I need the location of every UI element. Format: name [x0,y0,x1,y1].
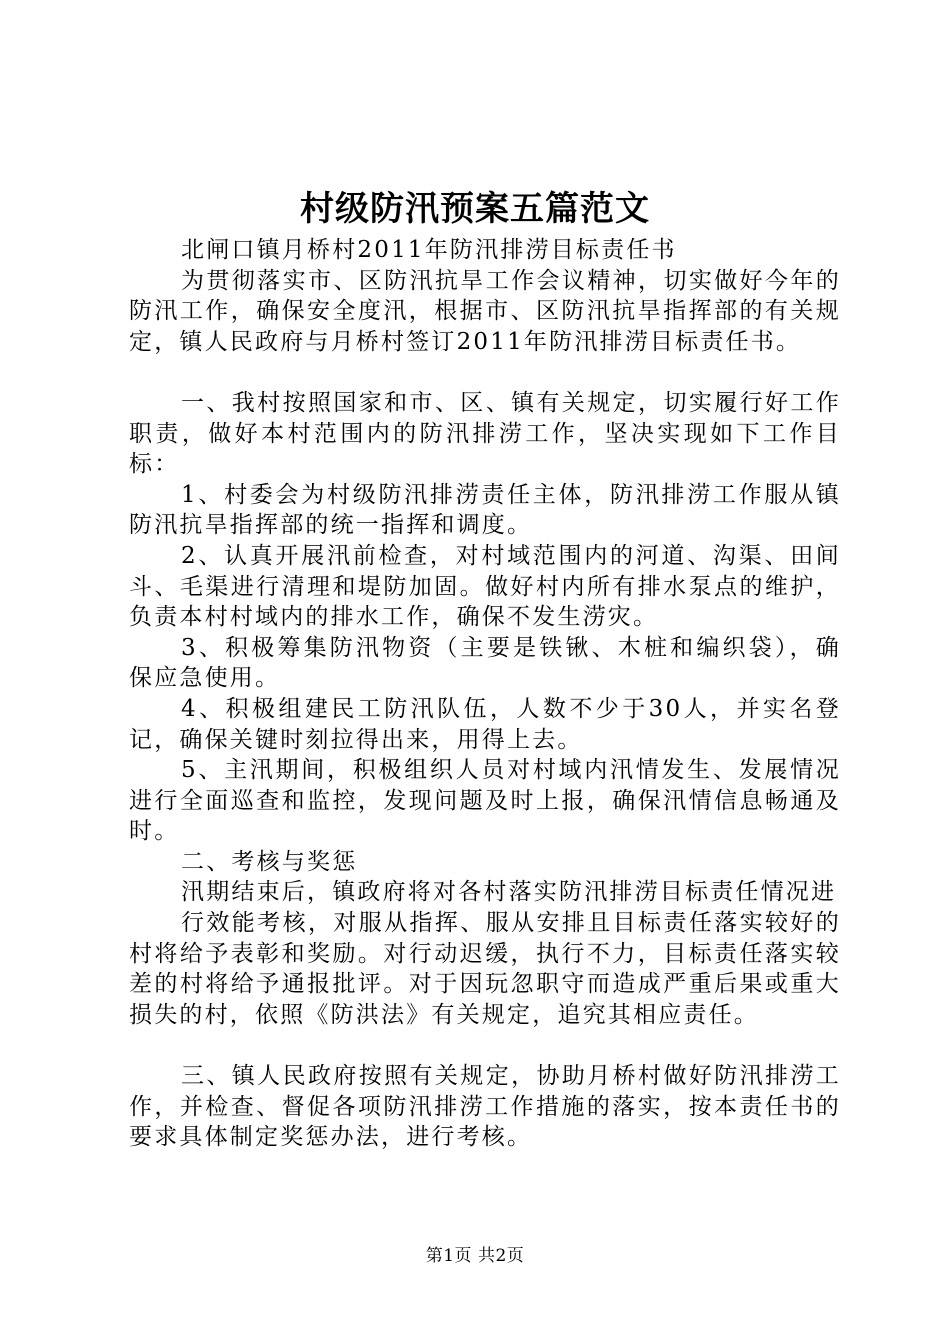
page-number-footer: 第1页 共2页 [425,1246,525,1266]
document-title: 村级防汛预案五篇范文 [300,189,650,229]
paragraph-item-2: 2、认真开展汛前检查，对村域范围内的河道、沟渠、田间斗、毛渠进行清理和堤防加固。做好村内所有排水泵点的维护，负责本村村域内的排水工作，确保不发生涝灾。 [129,542,841,631]
paragraph-section-3: 三、镇人民政府按照有关规定，协助月桥村做好防汛排涝工作，并检查、督促各项防汛排涝工作措施的落实，按本责任书的要求具体制定奖惩办法，进行考核。 [129,1063,841,1151]
paragraph-item-3: 3、积极筹集防汛物资（主要是铁锹、木桩和编织袋），确保应急使用。 [129,634,841,692]
paragraph-section-2: 二、考核与奖惩 [181,848,358,875]
paragraph-spacer [129,357,841,388]
paragraph-heading: 北闸口镇月桥村2011年防汛排涝目标责任书 [181,237,677,263]
paragraph-assessment: 行效能考核，对服从指挥、服从安排且目标责任落实较好的村将给予表彰和奖励。对行动迟缓，执行不力，目标责任落实较差的村将给予通报批评。对于因玩忽职守而造成严重后果或重大损失的村，依照《防洪法》有关规定，追究其相应责任。 [129,910,841,1028]
paragraph-item-5: 5、主汛期间，积极组织人员对村域内汛情发生、发展情况进行全面巡查和监控，发现问题及时上报，确保汛情信息畅通及时。 [129,757,841,845]
paragraph-section-1: 一、我村按照国家和市、区、镇有关规定，切实履行好工作职责，做好本村范围内的防汛排涝工作，坚决实现如下工作目标： [129,389,841,478]
paragraph-item-1: 1、村委会为村级防汛排涝责任主体，防汛排涝工作服从镇防汛抗旱指挥部的统一指挥和调度。 [129,481,841,539]
document-body [129,235,841,1153]
paragraph-intro: 为贯彻落实市、区防汛抗旱工作会议精神，切实做好今年的防汛工作，确保安全度汛，根据市、区防汛抗旱指挥部的有关规定，镇人民政府与月桥村签订2011年防汛排涝目标责任书。 [129,267,841,355]
paragraph-assessment-start: 汛期结束后，镇政府将对各村落实防汛排涝目标责任情况进 [181,879,837,906]
paragraph-item-4: 4、积极组建民工防汛队伍，人数不少于30人，并实名登记，确保关键时刻拉得出来，用得上去。 [129,695,841,753]
paragraph-spacer [129,1030,841,1061]
